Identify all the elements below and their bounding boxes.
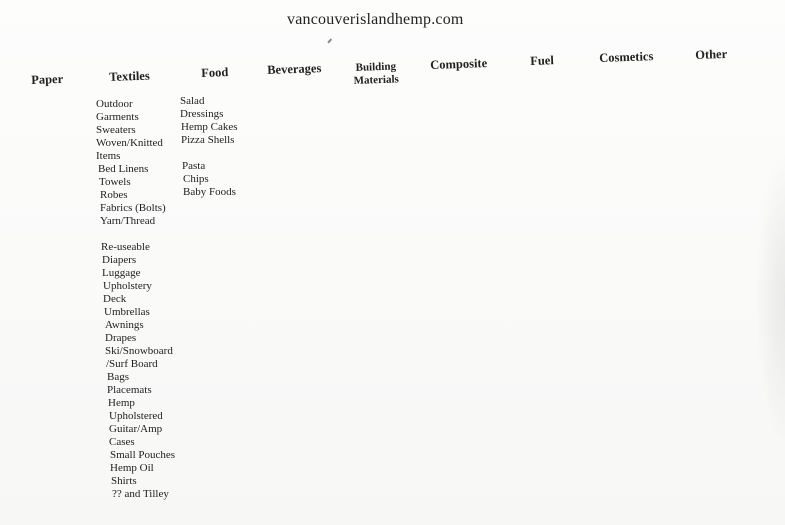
pen-mark bbox=[327, 38, 331, 43]
list-item: Pasta bbox=[182, 160, 206, 172]
list-gap bbox=[180, 147, 238, 160]
list-item: Robes bbox=[100, 189, 128, 201]
header-fuel: Fuel bbox=[529, 53, 555, 68]
list-item: Small Pouches bbox=[110, 449, 176, 461]
list-item: Drapes bbox=[105, 332, 137, 344]
list-item: Woven/Knitted bbox=[96, 137, 163, 149]
list-item: Hemp Oil bbox=[110, 462, 154, 474]
list-item: ?? and Tilley bbox=[112, 488, 169, 500]
list-item: Deck bbox=[103, 293, 127, 305]
list-item: Chips bbox=[183, 173, 209, 185]
header-composite: Composite bbox=[429, 56, 488, 72]
list-item: Items bbox=[96, 150, 121, 162]
list-item: Ski/Snowboard bbox=[105, 345, 173, 357]
list-item: Re-useable bbox=[101, 241, 150, 253]
list-item: Upholstered bbox=[109, 410, 163, 422]
list-item: Upholstery bbox=[103, 280, 152, 292]
header-cosmetics: Cosmetics bbox=[598, 49, 654, 65]
list-item: Garments bbox=[96, 111, 139, 123]
list-item: Dressings bbox=[180, 108, 224, 120]
list-item: Diapers bbox=[102, 254, 137, 266]
header-building-line1: Building bbox=[355, 60, 397, 74]
header-building-materials bbox=[353, 60, 399, 88]
list-item: Luggage bbox=[102, 267, 141, 279]
list-item: Pizza Shells bbox=[181, 134, 235, 146]
header-building-line2: Materials bbox=[353, 73, 400, 87]
header-beverages: Beverages bbox=[266, 61, 322, 77]
list-item: Placemats bbox=[107, 384, 152, 396]
list-item: Hemp Cakes bbox=[181, 121, 238, 133]
header-textiles: Textiles bbox=[108, 68, 150, 84]
scan-shadow bbox=[755, 150, 785, 450]
header-other: Other bbox=[694, 46, 728, 62]
list-item: Yarn/Thread bbox=[100, 215, 156, 227]
list-item: Sweaters bbox=[96, 124, 136, 136]
header-paper: Paper bbox=[30, 71, 64, 87]
list-item: Fabrics (Bolts) bbox=[100, 202, 166, 214]
list-item: Hemp bbox=[108, 397, 135, 409]
list-item: Umbrellas bbox=[104, 306, 150, 318]
list-item: Shirts bbox=[111, 475, 137, 487]
textiles-list bbox=[96, 98, 175, 501]
list-item: Towels bbox=[99, 176, 131, 188]
header-food: Food bbox=[200, 65, 229, 80]
list-item: Bags bbox=[107, 371, 129, 383]
list-item: Guitar/Amp bbox=[109, 423, 163, 435]
food-list bbox=[180, 95, 238, 199]
list-gap bbox=[96, 228, 175, 241]
list-item: Cases bbox=[109, 436, 135, 448]
list-item: /Surf Board bbox=[106, 358, 158, 370]
list-item: Awnings bbox=[105, 319, 144, 331]
list-item: Bed Linens bbox=[98, 163, 149, 175]
list-item: Salad bbox=[180, 95, 205, 107]
list-item: Outdoor bbox=[96, 98, 133, 110]
list-item: Baby Foods bbox=[183, 186, 236, 198]
page-title: vancouverislandhemp.com bbox=[287, 11, 464, 28]
